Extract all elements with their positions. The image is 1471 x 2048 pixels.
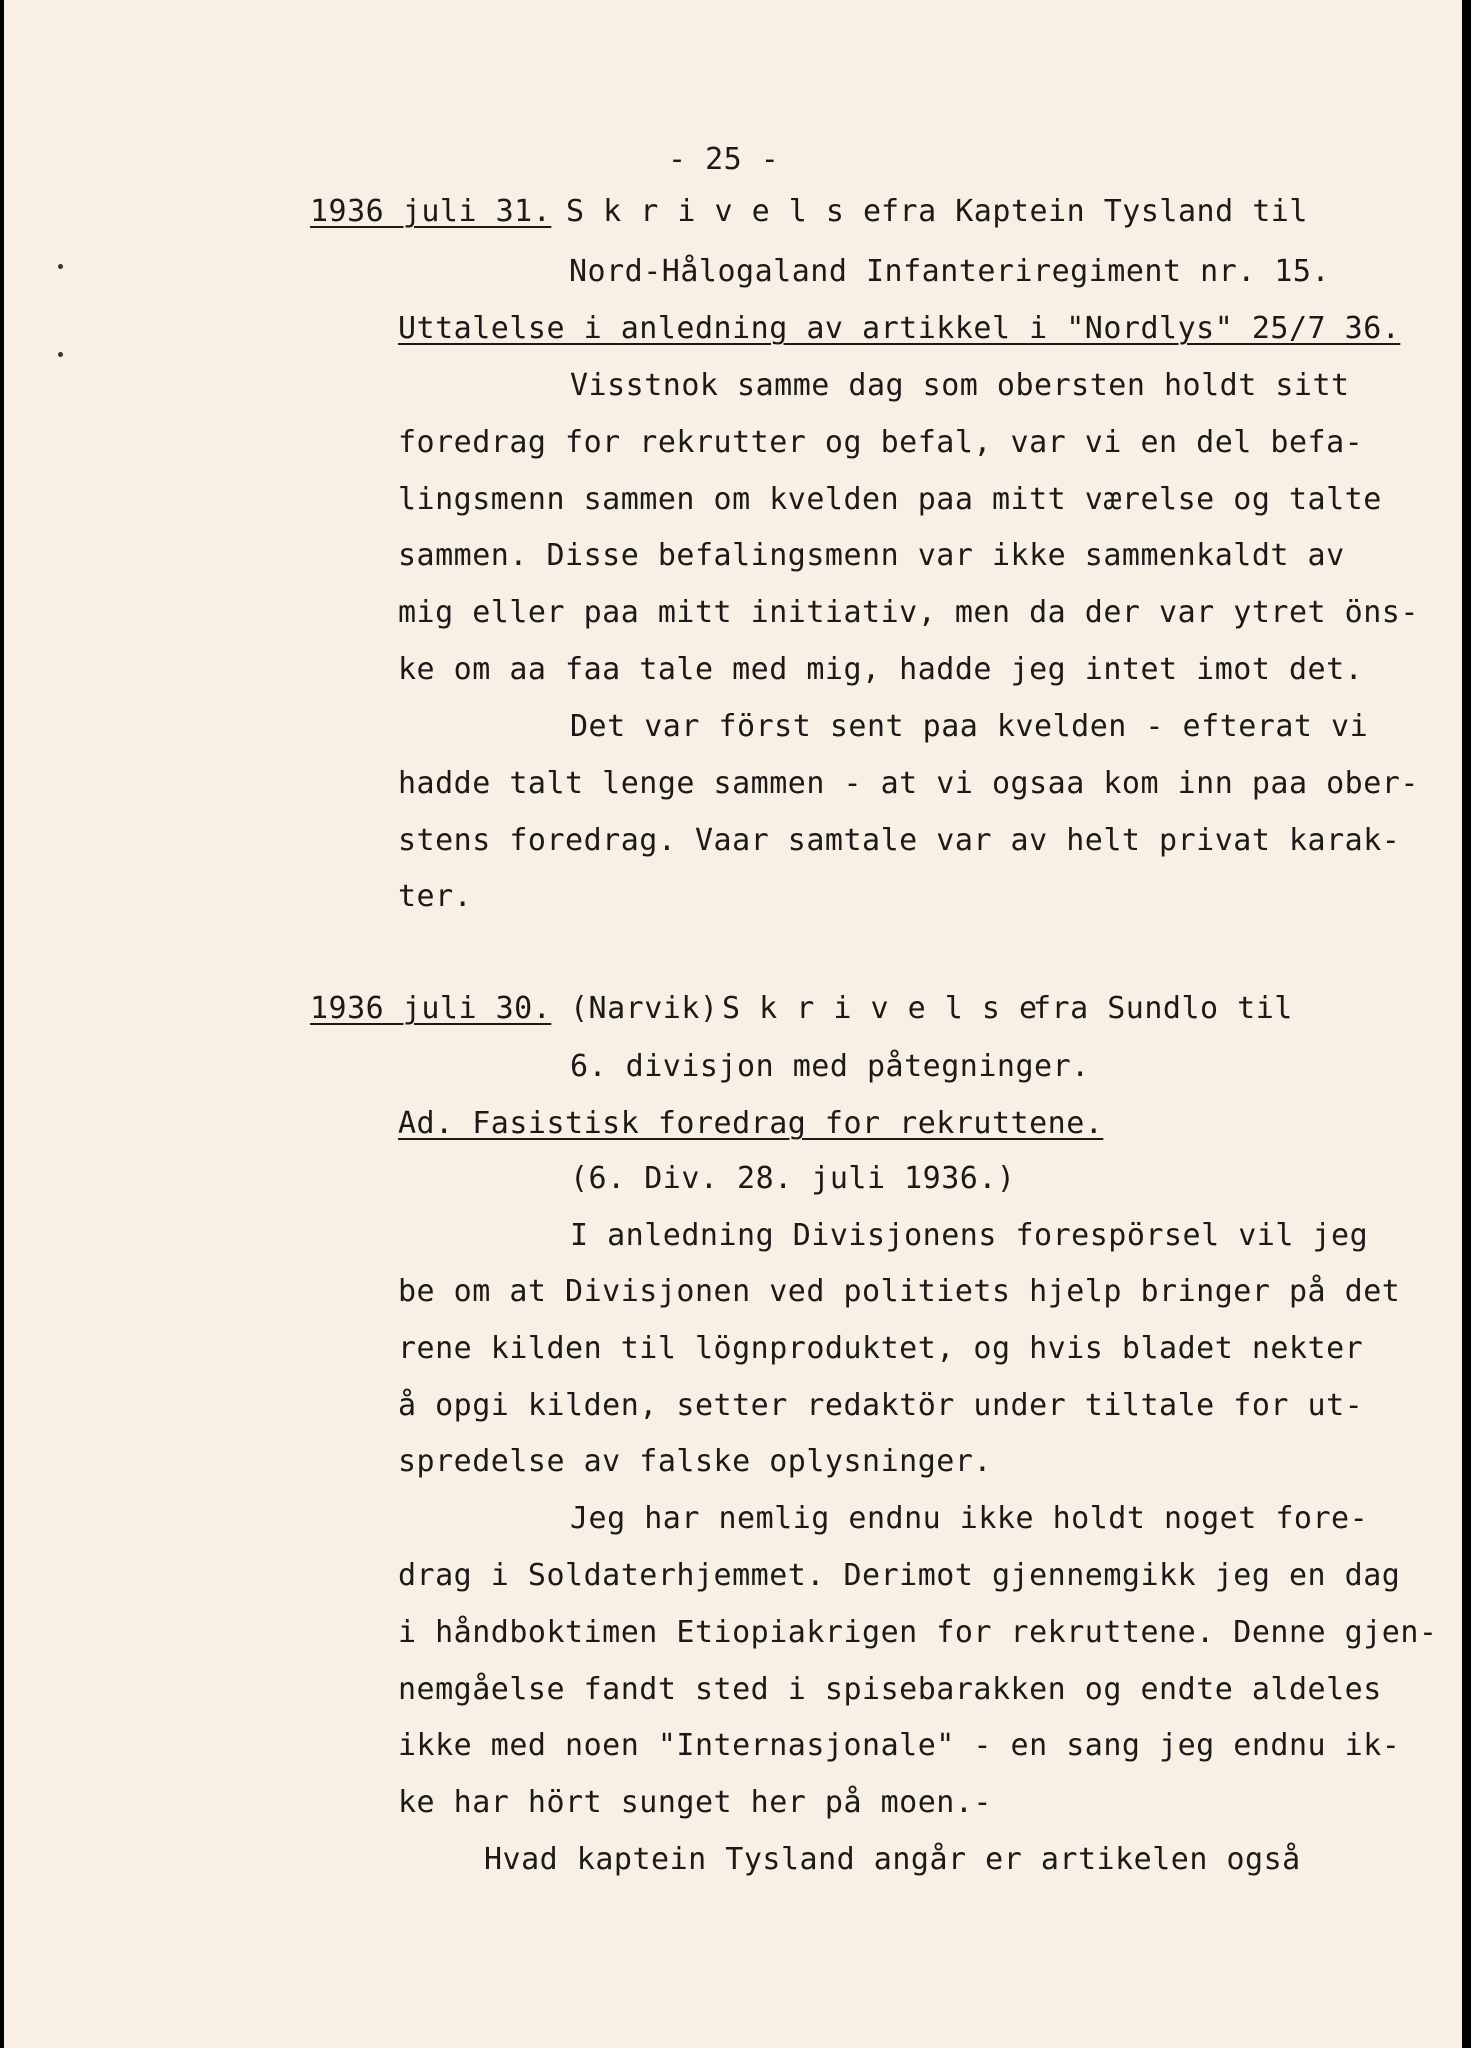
margin-mark bbox=[58, 264, 63, 269]
entry1-body-line: hadde talt lenge sammen - at vi ogsaa kom inn paa ober- bbox=[398, 766, 1419, 801]
entry1-body-line: lingsmenn sammen om kvelden paa mitt værelse og talte bbox=[398, 482, 1382, 517]
entry2-body-line: å opgi kilden, setter redaktör under tiltale for ut- bbox=[398, 1388, 1364, 1423]
entry2-body-line: drag i Soldaterhjemmet. Derimot gjennemgikk jeg en dag bbox=[398, 1558, 1401, 1593]
entry1-body-line: mig eller paa mitt initiativ, men da der var ytret öns- bbox=[398, 595, 1419, 630]
page-number: - 25 - bbox=[668, 142, 780, 177]
entry2-place: (Narvik) bbox=[570, 991, 719, 1026]
entry2-body-line: ke har hört sunget her på moen.- bbox=[398, 1785, 992, 1820]
entry1-date: 1936 juli 31. bbox=[310, 194, 552, 229]
entry1-subject: Uttalelse i anledning av artikkel i "Nordlys" 25/7 36. bbox=[398, 311, 1401, 346]
entry1-body-line: ter. bbox=[398, 879, 473, 914]
entry2-body-line: Jeg har nemlig endnu ikke holdt noget fore- bbox=[570, 1501, 1369, 1536]
entry2-reference: (6. Div. 28. juli 1936.) bbox=[570, 1161, 1016, 1196]
entry1-body-line: stens foredrag. Vaar samtale var av helt privat karak- bbox=[398, 823, 1401, 858]
entry2-body-line: nemgåelse fandt sted i spisebarakken og endte aldeles bbox=[398, 1672, 1382, 1707]
margin-mark bbox=[58, 352, 63, 357]
entry1-doctype: S k r i v e l s e bbox=[566, 194, 882, 229]
entry2-body-line: spredelse av falske oplysninger. bbox=[398, 1444, 992, 1479]
entry2-body-line: I anledning Divisjonens forespörsel vil jeg bbox=[570, 1218, 1369, 1253]
entry1-recipient: Nord-Hålogaland Infanteriregiment nr. 15. bbox=[569, 254, 1331, 289]
entry2-body-line: Hvad kaptein Tysland angår er artikelen også bbox=[484, 1842, 1301, 1877]
entry2-body-line: be om at Divisjonen ved politiets hjelp bringer på det bbox=[398, 1274, 1401, 1309]
entry2-body-line: ikke med noen "Internasjonale" - en sang jeg endnu ik- bbox=[398, 1728, 1401, 1763]
entry1-body-line: Det var först sent paa kvelden - efterat vi bbox=[570, 709, 1369, 744]
entry2-body-line: i håndboktimen Etiopiakrigen for rekruttene. Denne gjen- bbox=[398, 1615, 1438, 1650]
entry1-body-line: sammen. Disse befalingsmenn var ikke sammenkaldt av bbox=[398, 538, 1345, 573]
entry1-body-line: Visstnok samme dag som obersten holdt sitt bbox=[570, 368, 1350, 403]
entry1-body-line: foredrag for rekrutter og befal, var vi en del befa- bbox=[398, 425, 1364, 460]
entry2-date: 1936 juli 30. bbox=[310, 991, 552, 1026]
entry2-doctype: S k r i v e l s e bbox=[722, 991, 1038, 1026]
entry2-from-to: fra Sundlo til bbox=[1033, 991, 1293, 1026]
entry2-recipient: 6. divisjon med påtegninger. bbox=[570, 1049, 1090, 1084]
entry1-body-line: ke om aa faa tale med mig, hadde jeg intet imot det. bbox=[398, 652, 1364, 687]
entry2-body-line: rene kilden til lögnproduktet, og hvis bladet nekter bbox=[398, 1331, 1364, 1366]
entry1-from-to: fra Kaptein Tysland til bbox=[881, 194, 1308, 229]
document-page bbox=[4, 0, 1462, 2048]
entry2-subject: Ad. Fasistisk foredrag for rekruttene. bbox=[398, 1106, 1104, 1141]
